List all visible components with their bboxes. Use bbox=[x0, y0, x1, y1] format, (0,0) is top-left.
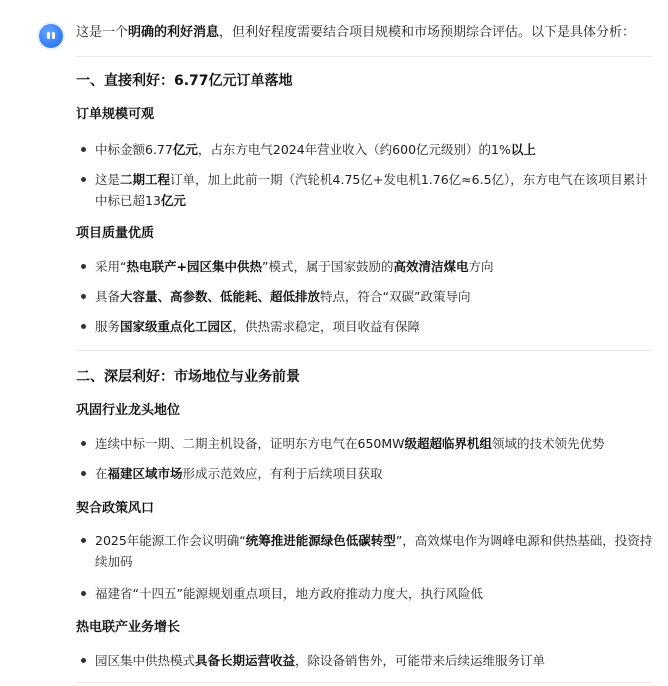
list-item bbox=[76, 256, 656, 277]
bullet-dot bbox=[81, 264, 86, 269]
bold-text: 具备长期运营收益 bbox=[195, 653, 296, 668]
bullet-dot bbox=[81, 658, 86, 663]
section2-sub2-heading: 契合政策风口 bbox=[76, 501, 155, 516]
bullet-dot bbox=[81, 538, 86, 543]
bold-text: 统筹推进能源绿色低碳转型 bbox=[245, 533, 396, 548]
list-item bbox=[76, 286, 656, 307]
text: 中标金额6.77 bbox=[95, 142, 173, 157]
assistant-avatar-icon bbox=[39, 24, 63, 48]
text: 领域的技术领先优势 bbox=[492, 436, 605, 451]
text: 2025年能源工作会议明确“ bbox=[95, 533, 246, 548]
text: 特点，符合“双碳”政策导向 bbox=[320, 289, 471, 304]
text: ”模式，属于国家鼓励的 bbox=[261, 259, 394, 274]
bold-text: 以上 bbox=[510, 142, 536, 157]
text: 形成示范效应，有利于后续项目获取 bbox=[182, 466, 383, 481]
bullet-dot bbox=[81, 294, 86, 299]
list-item bbox=[76, 583, 656, 604]
text: 服务 bbox=[95, 319, 121, 334]
list-item bbox=[76, 530, 656, 572]
list-item bbox=[76, 433, 656, 454]
bold-text: 热电联产+园区集中供热 bbox=[126, 259, 262, 274]
text: ，占东方电气2024年营业收入（约600亿元级别）的1% bbox=[197, 142, 511, 157]
intro-text-2: ，但利好程度需要结合项目规模和市场预期综合评估。以下是具体分析： bbox=[219, 25, 636, 40]
section1-heading: 一、直接利好：6.77亿元订单落地 bbox=[76, 73, 293, 89]
text: 方向 bbox=[468, 259, 494, 274]
text: ，供热需求稳定，项目收益有保障 bbox=[232, 319, 421, 334]
text: 这是 bbox=[95, 172, 121, 187]
bold-text: 高效清洁煤电 bbox=[393, 259, 469, 274]
avatar-eye-right bbox=[52, 32, 55, 39]
section1-sub1-heading: 订单规模可观 bbox=[76, 107, 155, 122]
bold-text: 亿元 bbox=[172, 142, 198, 157]
bullet-dot bbox=[81, 324, 86, 329]
section2-sub1-heading: 巩固行业龙头地位 bbox=[76, 403, 181, 418]
text: 订单，加上此前一期（汽轮机4.75亿+发电机1.76亿≈6.5亿），东方电气在该项目累计中标已超13 bbox=[95, 172, 648, 208]
bold-text: 福建区域市场 bbox=[107, 466, 183, 481]
bold-text: 亿元 bbox=[160, 193, 186, 208]
divider bbox=[76, 56, 652, 57]
text: 在 bbox=[95, 466, 108, 481]
text: 采用“ bbox=[95, 259, 127, 274]
text: 园区集中供热模式 bbox=[95, 653, 196, 668]
intro-text-1: 这是一个 bbox=[76, 25, 129, 40]
list-item bbox=[76, 316, 656, 337]
text: ，除设备销售外，可能带来后续运维服务订单 bbox=[295, 653, 546, 668]
bullet-dot bbox=[81, 441, 86, 446]
bullet-dot bbox=[81, 471, 86, 476]
section2-heading: 二、深层利好：市场地位与业务前景 bbox=[76, 369, 300, 385]
text: ”，高效煤电作为调峰电源和供热基础，投资持续加码 bbox=[95, 533, 653, 569]
bullet-dot bbox=[81, 147, 86, 152]
intro-paragraph bbox=[76, 23, 635, 43]
bold-text: 大容量、高参数、低能耗、超低排放 bbox=[120, 289, 321, 304]
text: 具备 bbox=[95, 289, 121, 304]
bold-text: 国家级重点化工园区 bbox=[120, 319, 233, 334]
bullet-dot bbox=[81, 177, 86, 182]
list-item bbox=[76, 139, 656, 160]
bold-text: 二期工程 bbox=[120, 172, 171, 187]
bold-text: 级超超临界机组 bbox=[404, 436, 493, 451]
section2-sub3-heading: 热电联产业务增长 bbox=[76, 620, 181, 635]
avatar-eye-left bbox=[47, 32, 50, 39]
bullet-dot bbox=[81, 591, 86, 596]
intro-bold: 明确的利好消息 bbox=[128, 25, 220, 40]
text: 福建省“十四五”能源规划重点项目，地方政府推动力度大，执行风险低 bbox=[95, 586, 483, 601]
list-item bbox=[76, 650, 656, 671]
section1-sub2-heading: 项目质量优质 bbox=[76, 226, 155, 241]
list-item bbox=[76, 169, 656, 211]
divider bbox=[76, 682, 652, 683]
divider bbox=[76, 350, 652, 351]
list-item bbox=[76, 463, 656, 484]
text: 连续中标一期、二期主机设备，证明东方电气在650MW bbox=[95, 436, 405, 451]
